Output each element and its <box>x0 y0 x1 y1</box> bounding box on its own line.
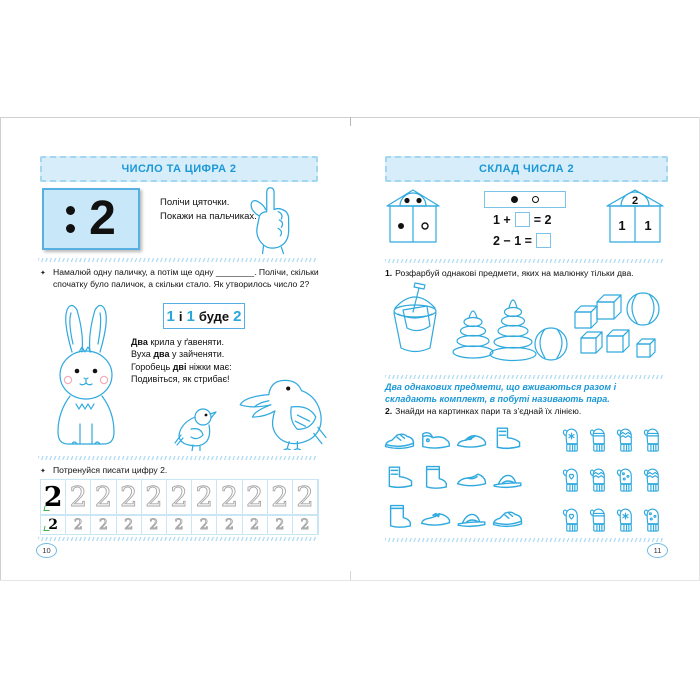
mitten-stripes-icon[interactable] <box>585 418 612 458</box>
toys-illustration <box>385 281 668 363</box>
house-roof-value: 2 <box>631 195 639 207</box>
trace-cell-example[interactable]: 2 <box>41 480 66 514</box>
trace-cell[interactable]: 2 <box>268 516 293 534</box>
trace-cell[interactable]: 2 <box>66 516 91 534</box>
right-task-2-number: 2. <box>385 406 393 416</box>
trace-cell[interactable]: 2 <box>217 480 242 514</box>
trace-cell[interactable]: 2 <box>117 516 142 534</box>
left-task-1 <box>40 267 320 290</box>
cube-icon[interactable] <box>607 330 629 352</box>
separator <box>38 258 316 262</box>
left-task-2 <box>40 465 320 477</box>
count-prompt-line1: Полічи цяточки. <box>160 197 230 208</box>
shoe-boot-icon[interactable] <box>489 419 525 458</box>
open-dot <box>532 196 539 203</box>
practice-row-2 <box>40 515 319 535</box>
card-digit: 2 <box>89 192 116 245</box>
trace-cell[interactable]: 2 <box>142 516 167 534</box>
mitten-zigzag-icon[interactable] <box>585 458 612 498</box>
trace-cell[interactable]: 2 <box>293 516 318 534</box>
mitten-stripes-icon[interactable] <box>585 498 612 538</box>
separator <box>38 537 316 541</box>
shoe-hightop-icon[interactable] <box>417 419 453 458</box>
hand-two-fingers-icon <box>249 184 297 254</box>
number-two-card <box>42 188 140 250</box>
cube-icon[interactable] <box>575 306 597 328</box>
diamond-bullet-icon: ✦ <box>40 270 46 277</box>
trace-cell[interactable]: 2 <box>217 516 242 534</box>
dot-strip <box>484 191 566 208</box>
trace-cell[interactable]: 2 <box>167 516 192 534</box>
count-prompt <box>160 196 257 224</box>
practice-row-1 <box>40 479 319 515</box>
right-task-1 <box>385 268 666 280</box>
shoe-boot-icon[interactable] <box>381 458 417 497</box>
paper-left-edge <box>0 117 1 580</box>
crow-illustration <box>230 376 327 450</box>
cube-icon[interactable] <box>581 332 602 353</box>
equation-2 <box>493 233 551 248</box>
shoe-rainboot-icon[interactable] <box>381 497 417 536</box>
left-task-2-text: Потренуйся писати цифру 2. <box>53 465 168 475</box>
formula-conj: і <box>178 308 183 324</box>
mitten-heart-icon[interactable] <box>558 498 585 538</box>
mitten-dots-icon[interactable] <box>639 498 666 538</box>
house-numbers-diagram <box>604 189 666 243</box>
shoe-flat-icon[interactable] <box>417 497 453 536</box>
trace-cell[interactable]: 2 <box>91 516 116 534</box>
spine-tick-bottom <box>350 571 351 580</box>
right-task-1-text: Розфарбуй однакові предмети, яких на малюнку тільки два. <box>395 268 634 278</box>
cube-icon[interactable] <box>637 339 655 357</box>
trace-cell[interactable]: 2 <box>268 480 293 514</box>
poem-line-2: Вуха два у зайченяти. <box>131 349 225 360</box>
pyramid-toy-large-icon[interactable] <box>490 300 536 361</box>
pair-definition-note: Два однакових предмети, що вживаються разом і складають комплект, в побуті називають пара. <box>385 382 617 404</box>
spine-tick-top <box>350 117 351 126</box>
paper-bottom-edge <box>0 580 700 581</box>
mitten-snowflake-icon[interactable] <box>612 498 639 538</box>
shoe-rainboot-icon[interactable] <box>417 458 453 497</box>
equation-1-lhs: 1 + <box>493 212 511 227</box>
shoes-grid <box>381 419 525 536</box>
poem-line-3: Горобець дві ніжки має: <box>131 361 232 372</box>
shoe-sneaker-icon[interactable] <box>381 419 417 458</box>
trace-cell-example[interactable]: 2 <box>41 516 66 534</box>
mitten-snowflake-icon[interactable] <box>558 418 585 458</box>
house-cell-right-value: 1 <box>644 218 652 233</box>
formula-word: буде <box>198 308 230 324</box>
bucket-shovel-icon[interactable] <box>394 283 436 352</box>
equation-1-rhs: = 2 <box>533 212 552 227</box>
shoe-sandal-icon[interactable] <box>489 458 525 497</box>
mittens-grid <box>558 418 666 538</box>
left-page-number: 10 <box>36 543 57 558</box>
start-stroke-mark <box>43 526 50 531</box>
separator <box>385 375 664 379</box>
house-cell-left-value: 1 <box>618 218 626 233</box>
trace-cell[interactable]: 2 <box>142 480 167 514</box>
right-task-1-number: 1. <box>385 268 393 278</box>
trace-cell[interactable]: 2 <box>243 516 268 534</box>
trace-cell[interactable]: 2 <box>117 480 142 514</box>
poem-line-1: Два крила у ґавеняти. <box>131 337 224 347</box>
equation-2-lhs: 2 − 1 = <box>493 233 532 248</box>
formula-result: 2 <box>233 307 242 325</box>
mitten-zigzag-icon[interactable] <box>639 458 666 498</box>
start-stroke-mark <box>43 506 50 511</box>
house-dots-diagram <box>384 189 442 243</box>
formula-n1: 1 <box>166 307 175 325</box>
separator <box>385 259 664 263</box>
sparrow-illustration <box>172 401 222 451</box>
mitten-heart-icon[interactable] <box>558 458 585 498</box>
shoe-sandal-icon[interactable] <box>453 497 489 536</box>
filled-dot <box>511 196 518 203</box>
separator <box>38 456 316 460</box>
equation-1-answer-box[interactable] <box>515 212 530 227</box>
right-section-title <box>385 156 668 182</box>
trace-cell[interactable]: 2 <box>192 516 217 534</box>
left-task-1-text: Намалюй одну паличку, а потім ще одну ________. Полічи, скільки спочатку було паличок, а скільки стало. Як утворилось число 2? <box>53 267 319 289</box>
count-prompt-line2: Покажи на пальчиках. <box>160 211 257 222</box>
rabbit-illustration <box>45 300 127 450</box>
separator <box>385 538 664 542</box>
shoe-sneaker-icon[interactable] <box>489 497 525 536</box>
shoe-loafer-icon[interactable] <box>453 458 489 497</box>
trace-cell[interactable]: 2 <box>91 480 116 514</box>
trace-cell[interactable]: 2 <box>243 480 268 514</box>
trace-cell[interactable]: 2 <box>192 480 217 514</box>
right-task-2-text: Знайди на картинках пари та з’єднай їх лінією. <box>395 406 582 416</box>
poem-line-4: Подивіться, як стрибає! <box>131 374 230 385</box>
mitten-stripes-icon[interactable] <box>639 418 666 458</box>
right-section-title-label: СКЛАД ЧИСЛА 2 <box>479 163 574 175</box>
shoe-maryjane-icon[interactable] <box>453 419 489 458</box>
one-and-one-formula <box>163 303 245 329</box>
right-task-2 <box>385 406 666 418</box>
left-section-title <box>40 156 318 182</box>
mitten-zigzag-icon[interactable] <box>612 418 639 458</box>
ball-icon[interactable] <box>627 293 659 325</box>
pyramid-toy-small-icon[interactable] <box>453 311 493 358</box>
equation-2-answer-box[interactable] <box>536 233 551 248</box>
right-page-number: 11 <box>647 543 668 558</box>
mitten-dots-icon[interactable] <box>612 458 639 498</box>
formula-n2: 1 <box>186 307 195 325</box>
card-dots <box>66 206 75 233</box>
trace-cell[interactable]: 2 <box>293 480 318 514</box>
equation-1 <box>493 212 551 227</box>
diamond-bullet-icon: ✦ <box>40 468 46 475</box>
cube-icon[interactable] <box>597 295 621 319</box>
trace-cell[interactable]: 2 <box>66 480 91 514</box>
trace-cell[interactable]: 2 <box>167 480 192 514</box>
ball-icon[interactable] <box>535 328 567 360</box>
left-section-title-label: ЧИСЛО ТА ЦИФРА 2 <box>121 163 237 175</box>
